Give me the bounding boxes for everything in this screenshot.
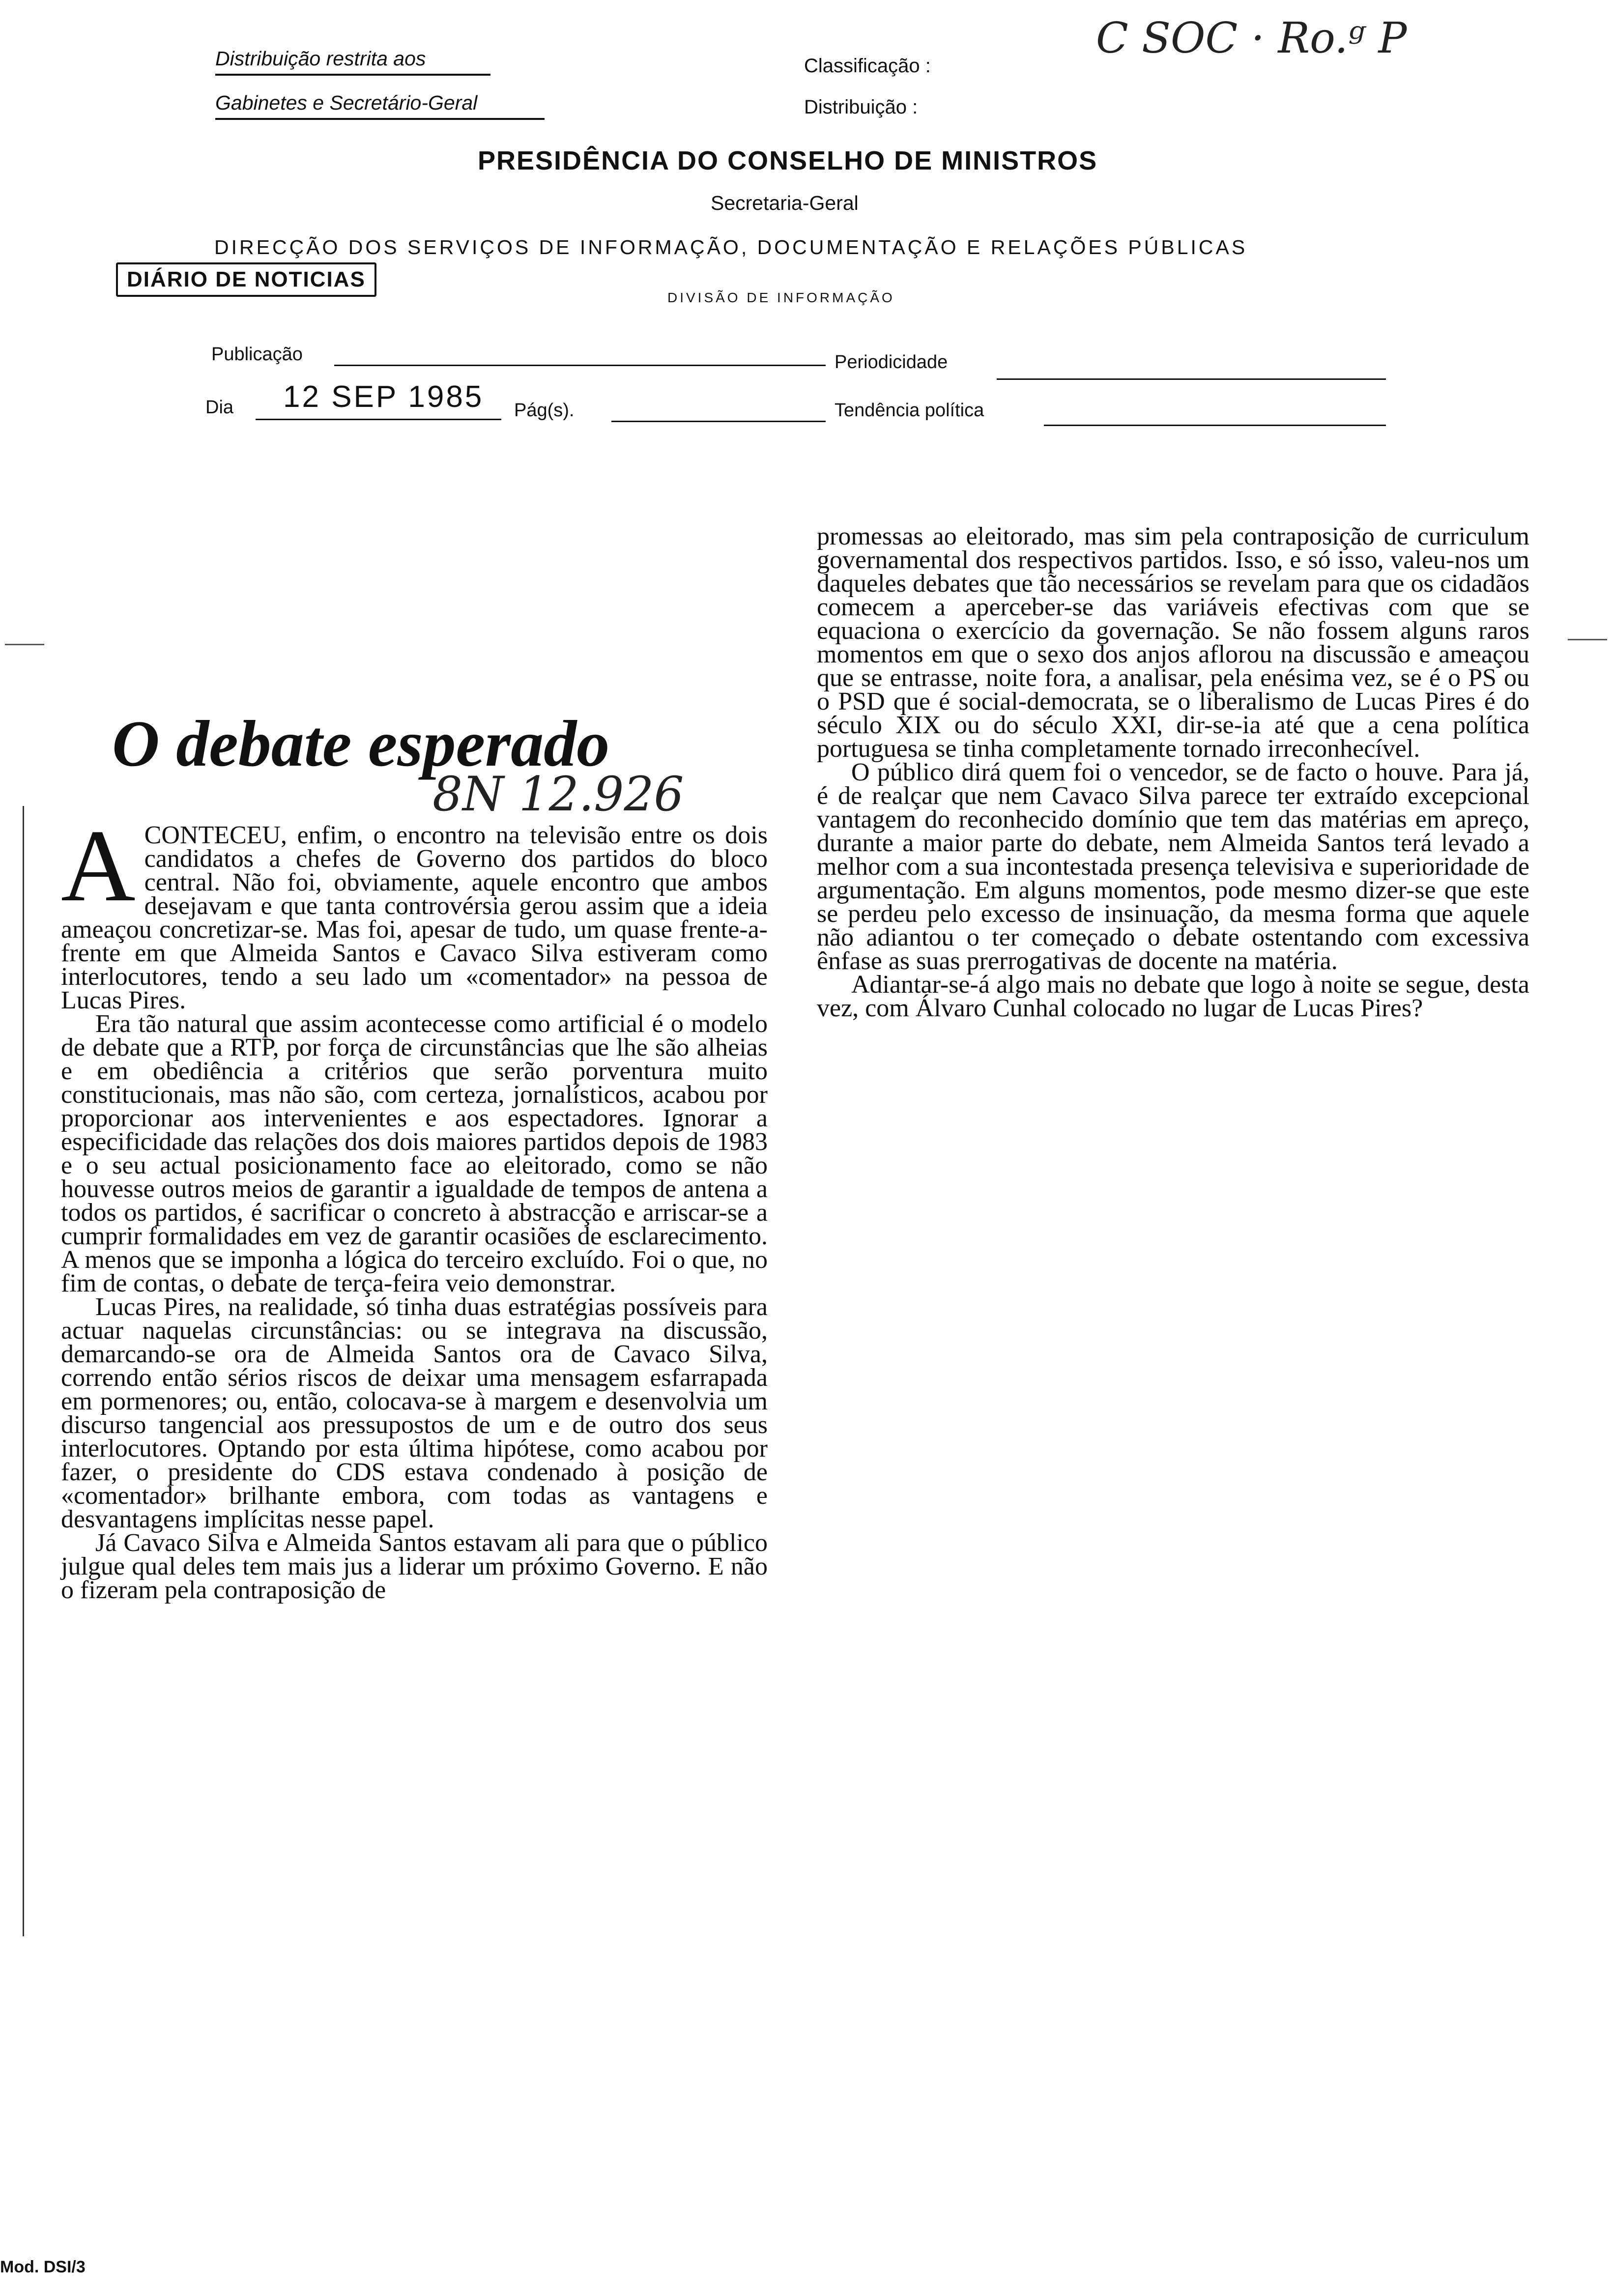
form-code: Mod. DSI/3 — [0, 2258, 86, 2276]
drop-cap: A — [61, 809, 136, 923]
classification-label: Classificação : — [804, 55, 931, 77]
scan-mark-left — [5, 644, 44, 645]
left-paragraph-3: Lucas Pires, na realidade, só tinha duas estratégias possíveis para actuar naquelas circunstâncias: ou se integrava na discussão, demarcando-se ora de Almeida Santos ora de Cavaco Silva, correndo então sérios riscos de deixar uma mensagem esfarrapada em pormenores; ou, então, colocava-se à margem e desenvolvia um discurso tangencial aos pressupostos de um e de outro dos seus interlocutores. Optando por esta última hipótese, como acabou por fazer, o presidente do CDS estava condenado à posição de «comentador» brilhante embora, com todas as vantagens e desvantagens implícitas nesse papel. — [61, 1293, 768, 1533]
restriction-line-1: Distribuição restrita aos — [215, 47, 426, 70]
handwritten-note: C SOC · Ro.ᵍ P — [1096, 14, 1407, 63]
right-paragraph-2: O público dirá quem foi o vencedor, se de facto o houve. Para já, é de realçar que nem Cavaco Silva parece ter extraído excepcional vantagem do reconhecido domínio que tem das matérias em apreço, durante a maior parte do debate, nem Almeida Santos terá levado a melhor com a sua incontestada presença televisiva e superioridade de argumentação. Em alguns momentos, pode mesmo dizer-se que este se perdeu pelo excesso de insinuação, da mesma forma que aquele não adiantou o ter começado o debate ostentando com excessiva ênfase as suas prerrogativas de docente na matéria. — [817, 758, 1529, 975]
publication-line — [334, 365, 826, 366]
political-tendency-label: Tendência política — [835, 400, 984, 421]
division-line: DIVISÃO DE INFORMAÇÃO — [667, 290, 895, 305]
distribution-label: Distribuição : — [804, 96, 918, 118]
political-tendency-line — [1044, 425, 1386, 426]
pages-line — [611, 421, 826, 422]
left-paragraph-1: CONTECEU, enfim, o encontro na televisão entre os dois candidatos a chefes de Governo dos partidos do bloco central. Não foi, obviamente, aquele encontro que ambos desejavam e que tanta controvérsia gerou assim que a ideia ameaçou concretizar-se. Mas foi, apesar de tudo, um quase frente-a-frente em que Almeida Santos e Cavaco Silva estiveram como interlocutores, tendo a seu lado um «comentador» na pessoa de Lucas Pires. — [61, 821, 768, 1014]
right-column — [817, 522, 1529, 1022]
article-headline: O debate esperado — [112, 707, 610, 780]
scan-mark-right — [1568, 639, 1607, 640]
left-paragraph-4: Já Cavaco Silva e Almeida Santos estavam ali para que o público julgue qual deles tem mais jus a liderar um próximo Governo. E não o fizeram pela contraposição de — [61, 1529, 768, 1604]
handwritten-reference: 8N 12.926 — [432, 767, 684, 822]
periodicity-label: Periodicidade — [835, 352, 948, 373]
restriction-underline-2 — [215, 118, 545, 120]
directorate-line: DIRECÇÃO DOS SERVIÇOS DE INFORMAÇÃO, DOCUMENTAÇÃO E RELAÇÕES PÚBLICAS — [214, 236, 1248, 258]
newspaper-stamp: DIÁRIO DE NOTICIAS — [116, 262, 376, 297]
day-label: Dia — [205, 397, 234, 418]
day-line — [256, 419, 501, 420]
organization-title: PRESIDÊNCIA DO CONSELHO DE MINISTROS — [478, 146, 1098, 175]
pages-label: Pág(s). — [514, 400, 575, 421]
secretariat-title: Secretaria-Geral — [711, 192, 859, 214]
left-paragraph-2: Era tão natural que assim acontecesse como artificial é o modelo de debate que a RTP, por força de circunstâncias que lhe são alheias e em obediência a critérios que serão porventura muito constitucionais, mas não são, com certeza, jornalísticos, acabou por proporcionar aos intervenientes e aos espectadores. Ignorar a especificidade das relações dos dois maiores partidos depois de 1983 e o seu actual posicionamento face ao eleitorado, como se não houvesse outros meios de garantir a igualdade de tempos de antena a todos os partidos, é sacrificar o concreto à abstracção e arriscar-se a cumprir formalidades em vez de garantir ocasiões de esclarecimento. A menos que se imponha a lógica do terceiro excluído. Foi o que, no fim de contas, o debate de terça-feira veio demonstrar. — [61, 1010, 768, 1297]
margin-rule — [23, 806, 24, 1936]
right-paragraph-1: promessas ao eleitorado, mas sim pela contraposição de curriculum governamental dos respectivos partidos. Isso, e só isso, valeu-nos um daqueles debates que tão necessários se revelam para que os cidadãos comecem a aperceber-se das variáveis efectivas com que se equaciona o exercício da governação. Se não fossem alguns raros momentos em que o sexo dos anjos aflorou na discussão e ameaçou que se entrasse, noite fora, a analisar, pela enésima vez, se é o PS ou o PSD que é social-democrata, se o liberalismo de Lucas Pires é do século XIX ou do século XXI, dir-se-ia até que a cena política portuguesa se tinha completamente tornado irreconhecível. — [817, 522, 1529, 763]
restriction-underline-1 — [215, 74, 490, 76]
periodicity-line — [997, 378, 1386, 380]
left-column — [61, 809, 768, 1604]
publication-label: Publicação — [211, 344, 303, 365]
date-value: 12 SEP 1985 — [283, 380, 484, 414]
restriction-line-2: Gabinetes e Secretário-Geral — [215, 91, 478, 114]
right-paragraph-3: Adiantar-se-á algo mais no debate que logo à noite se segue, desta vez, com Álvaro Cunhal colocado no lugar de Lucas Pires? — [817, 971, 1529, 1022]
